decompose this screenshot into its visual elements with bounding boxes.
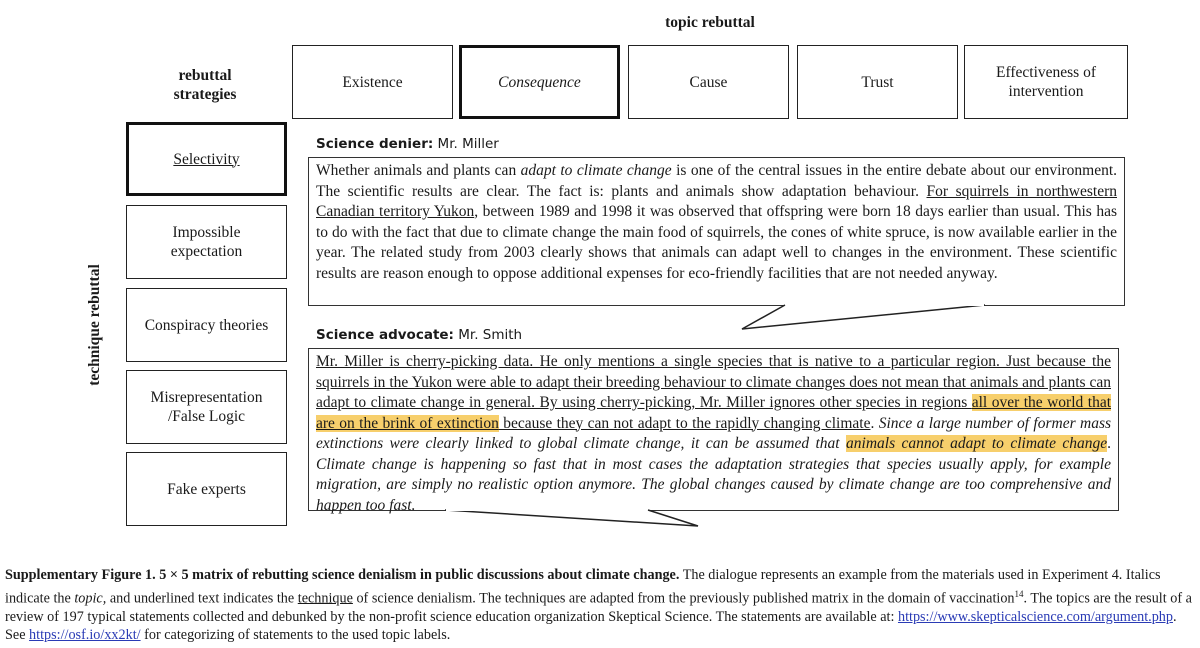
topic-box-trust [797, 45, 958, 119]
advocate-text-segment: Since a large number of former mass extinctions were clearly linked to global climate change, it can be assumed that [316, 414, 1112, 452]
advocate-label [316, 327, 522, 343]
technique-label [145, 316, 269, 335]
topic-label-line1: Effectiveness of [996, 64, 1096, 81]
caption-text: The dialogue represents an example from the materials used in Experiment 4. Italics indicate the [5, 567, 1161, 607]
denier-bubble-tail [742, 305, 985, 329]
technique-box-conspiracy-theories [126, 288, 287, 362]
topic-box-consequence [459, 45, 620, 119]
caption-text: . See [5, 608, 1177, 644]
technique-box-impossible [126, 205, 287, 279]
caption-text: for categorizing of statements to the used topic labels. [140, 627, 451, 644]
technique-box-misrepresentation [126, 370, 287, 444]
strategy-label-line2: strategies [173, 86, 237, 103]
strategy-axis-label [140, 66, 270, 104]
advocate-text-segment: . [1107, 435, 1111, 452]
advocate-text-segment: because they can not adapt to the rapidly changing climate [498, 414, 871, 432]
advocate-text-segment: Mr. Miller is cherry-picking data. He only mentions a single species that is native to a particular region. Just because the squirrels in the Yukon were able to adapt their breeding behaviour to climate changes does not mean that animals and plants can adapt to climate change in general. By using cherry-picking, Mr. Miller ignores other species in regions [316, 353, 1111, 411]
advocate-name: Mr. Smith [458, 327, 523, 343]
advocate-role: Science advocate: [316, 327, 454, 343]
topic-label [996, 63, 1096, 101]
topic-box-cause [628, 45, 789, 119]
denier-role: Science denier: [316, 136, 434, 152]
topic-label-line1: Consequence [498, 73, 581, 91]
technique-label [173, 150, 239, 169]
advocate-bubble-tail [445, 510, 698, 526]
technique-label [151, 388, 263, 426]
advocate-text-segment: . [870, 414, 879, 432]
advocate-text-segment: all over the world that are on the brink of extinction [316, 394, 1111, 432]
caption-title: Supplementary Figure 1. 5 × 5 matrix of rebutting science denialism in public discussions about climate change. [5, 567, 680, 583]
topic-label [861, 73, 893, 92]
technique-label-line1: Impossible [172, 224, 241, 241]
topic-label [498, 73, 581, 92]
denier-text-segment: is one of the central issues in the entire debate about our environment. The scientific results are clear. The fact is: plants and animals show adaptation behaviour. [316, 162, 1118, 200]
topic-label-line2: intervention [1008, 83, 1084, 100]
technique-label [167, 480, 246, 499]
denier-label [316, 136, 499, 152]
denier-speech-bubble [308, 157, 1125, 306]
caption-text: and underlined text indicates the [106, 590, 298, 607]
technique-label-line2: expectation [170, 243, 243, 260]
topic-label-line1: Existence [342, 73, 403, 91]
denier-text-segment: For squirrels in northwestern Canadian territory Yukon [316, 182, 1117, 220]
topic-label [342, 73, 402, 92]
technique-label-line1: Fake experts [167, 480, 246, 498]
technique-box-fake-experts [126, 452, 287, 526]
skepticalscience-link[interactable]: https://www.skepticalscience.com/argument.php [897, 608, 1173, 625]
caption-topic-word: topic, [74, 590, 107, 607]
technique-label [171, 223, 242, 261]
caption-text: . The topics are the result of a review of 197 typical statements collected and debunked by the non-profit science education organization Skeptical Science. The statements are available at: [5, 590, 1192, 625]
topic-box-existence [292, 45, 453, 119]
topic-label-line1: Cause [689, 73, 728, 91]
caption-reference: 14 [1014, 588, 1024, 599]
topic-box-effectiveness-of [964, 45, 1128, 119]
strategy-label-line1: rebuttal [178, 67, 232, 84]
denier-text-segment: , between 1989 and 1998 it was observed that offspring were born 18 days earlier than usual. This has to do with the fact that due to climate change the main food of squirrels, the cones of white spruce, is now available earlier in the year. The related study from 2003 clearly shows that animals can adapt well to changes in the environment. These scientific results are reason enough to oppose additional expenses for eco-friendly facilities that are not needed anyway. [316, 203, 1117, 282]
advocate-text-segment: Climate change is happening so fast that in most cases the adaptation strategies that species usually apply, for example migration, are simply no realistic option anymore. The global changes caused by climate change are too comprehensive and happen too fast. [316, 455, 1111, 514]
technique-label-line1: Conspiracy theories [144, 316, 269, 334]
figure-caption [5, 566, 1195, 645]
caption-text: of science denialism. The techniques are adapted from the previously published matrix in the domain of vaccination [352, 590, 1015, 607]
topic-axis-label: topic rebuttal [665, 14, 755, 31]
technique-axis-label: technique rebuttal [86, 264, 103, 386]
technique-label-line1: Misrepresentation [150, 389, 263, 406]
osf-link[interactable]: https://osf.io/xx2kt/ [29, 627, 141, 644]
denier-text-segment: adapt to climate change [520, 162, 672, 179]
caption-technique-word: technique [297, 590, 353, 607]
denier-text-segment: Whether animals and plants can [316, 162, 521, 179]
advocate-text-segment: animals cannot adapt to climate change [846, 435, 1108, 452]
denier-name: Mr. Miller [437, 136, 499, 152]
technique-label-line1: Selectivity [173, 150, 240, 168]
technique-box-selectivity [126, 122, 287, 196]
advocate-speech-bubble [308, 348, 1119, 514]
technique-label-line2: /False Logic [167, 408, 246, 425]
topic-label-line1: Trust [861, 73, 894, 91]
topic-label [690, 73, 728, 92]
